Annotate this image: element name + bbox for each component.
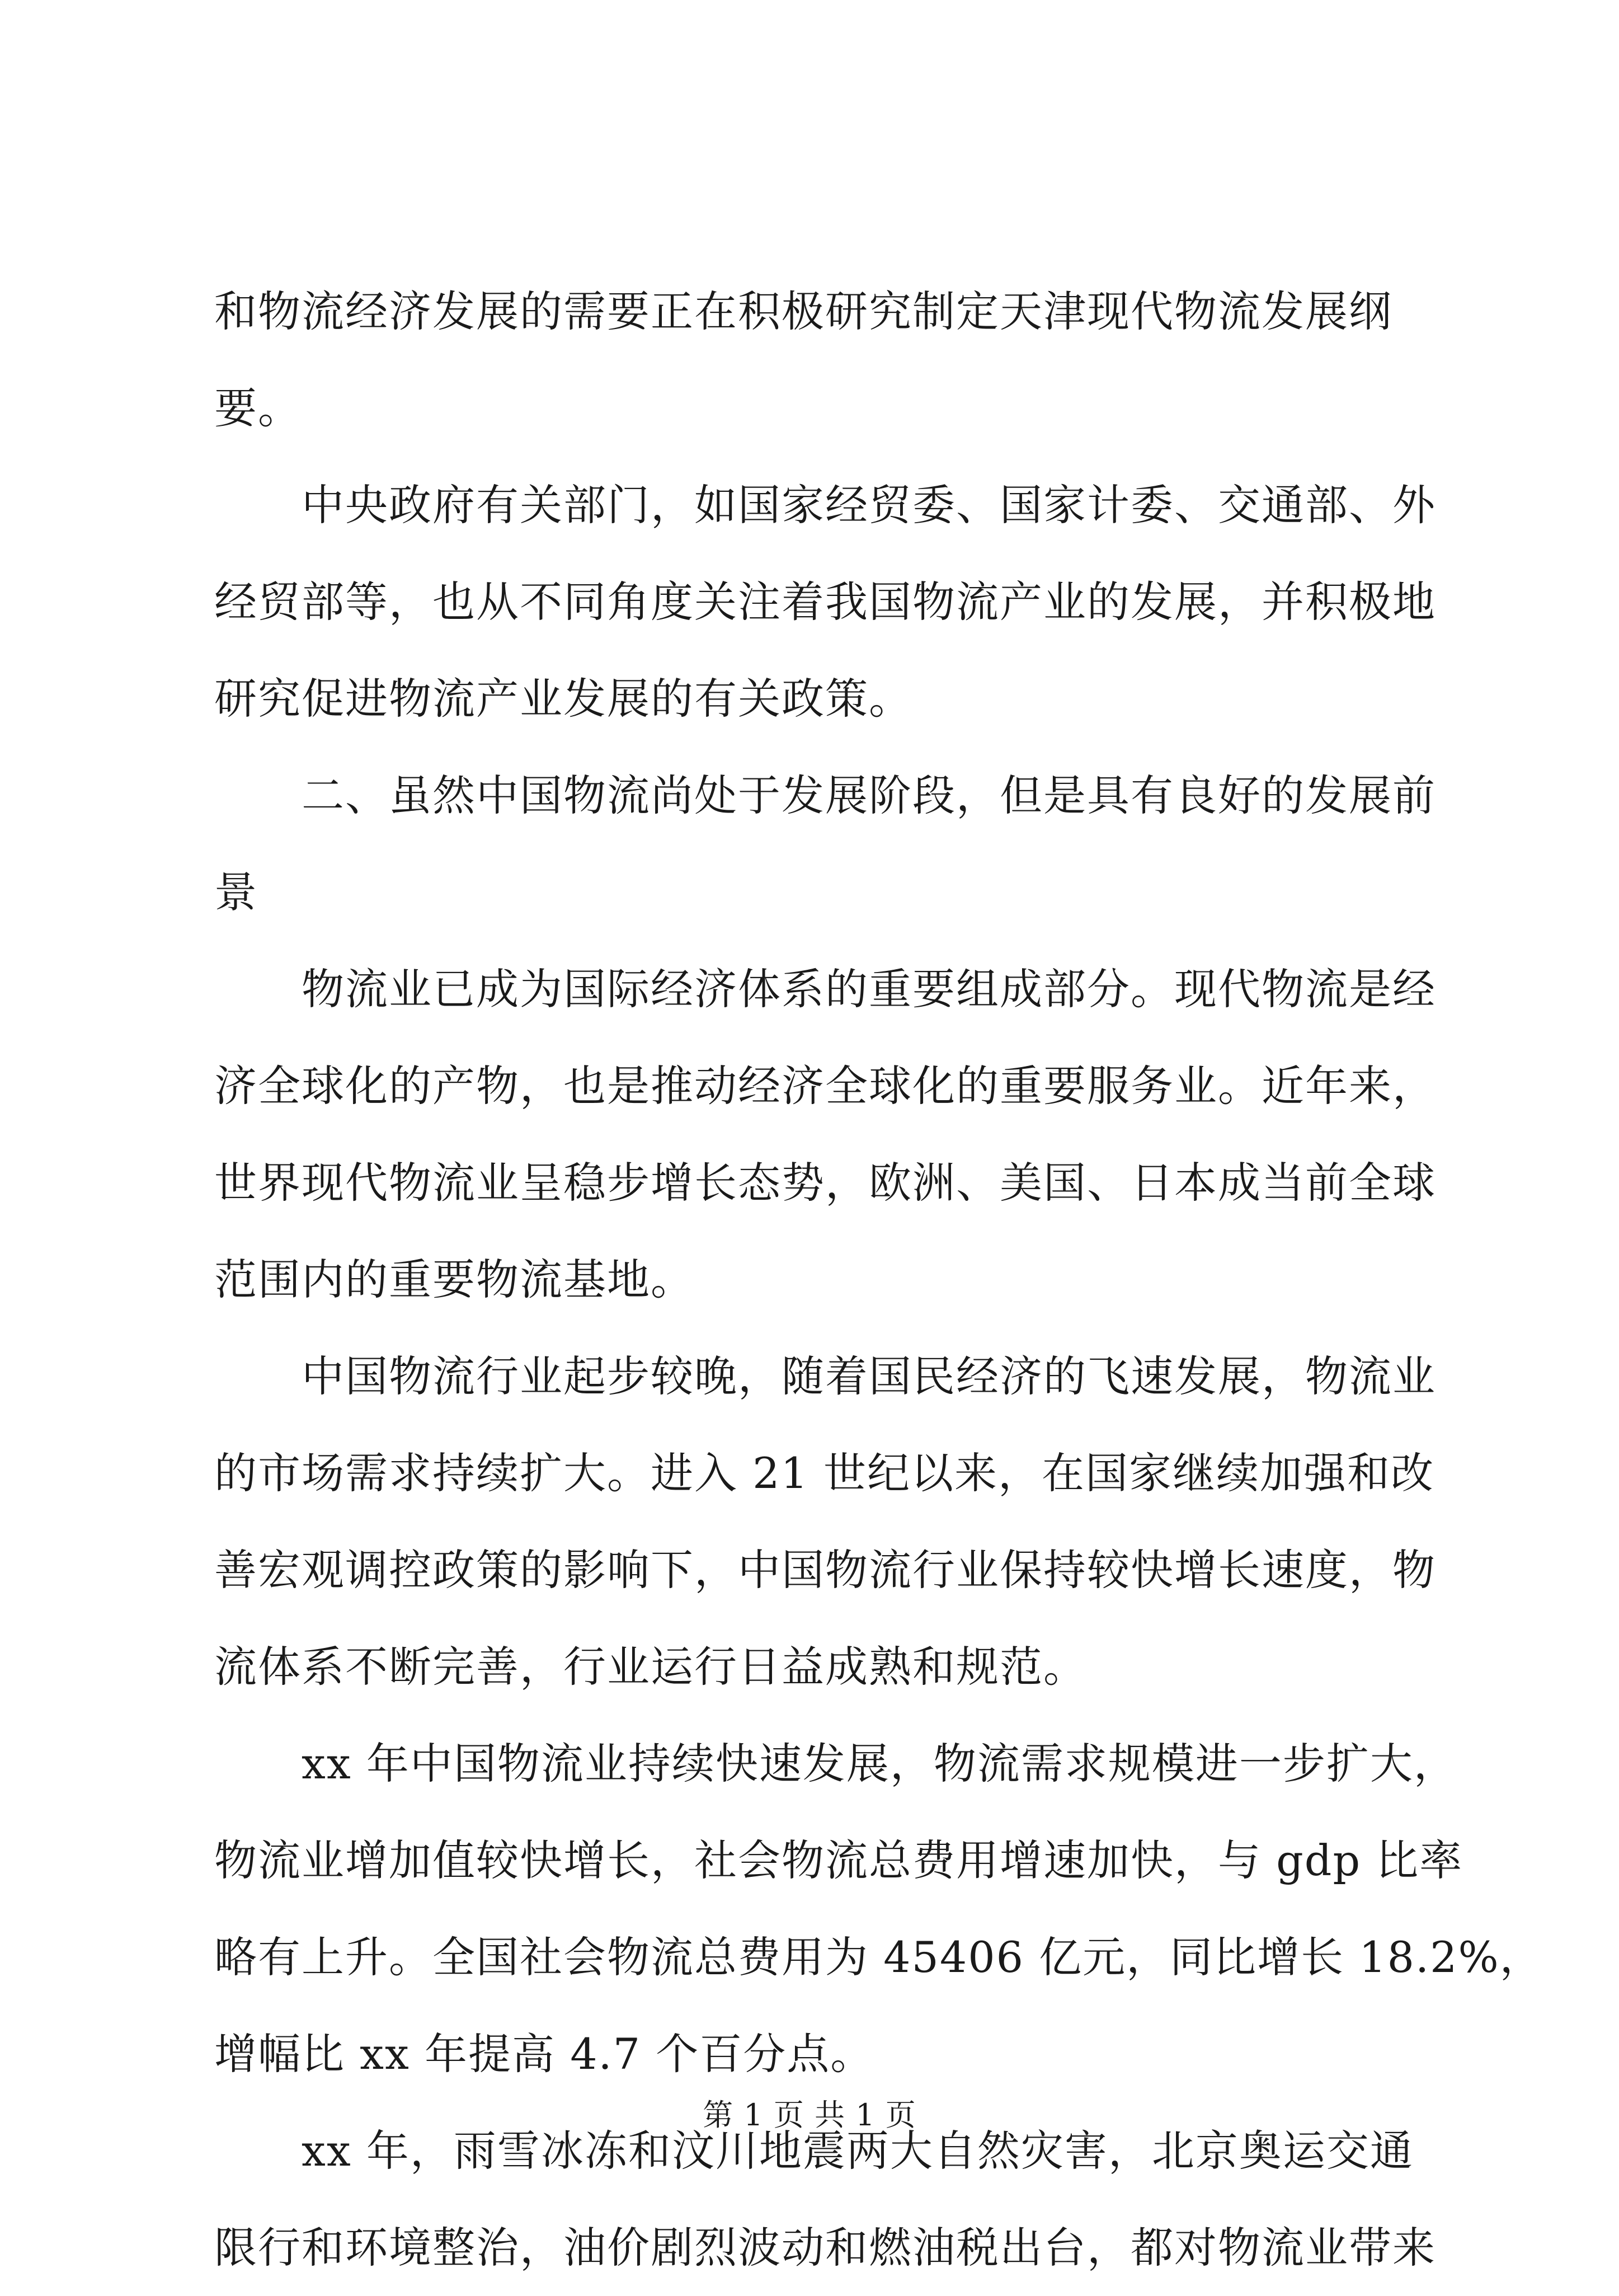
page-footer: 第 1 页 共 1 页 bbox=[703, 2097, 916, 2133]
paragraph-first-line: 中央政府有关部门，如国家经贸委、国家计委、交通部、外 bbox=[302, 480, 1436, 530]
document-body bbox=[214, 263, 1543, 2296]
paragraph-line: 研究促进物流产业发展的有关政策。 bbox=[214, 674, 912, 724]
paragraph-first-line: 物流业已成为国际经济体系的重要组成部分。现代物流是经 bbox=[302, 964, 1436, 1014]
paragraph-first-line: 中国物流行业起步较晚，随着国民经济的飞速发展，物流业 bbox=[302, 1351, 1436, 1401]
paragraph-first-line: xx 年，雨雪冰冻和汶川地震两大自然灾害，北京奥运交通 bbox=[302, 2126, 1414, 2176]
paragraph-line: 和物流经济发展的需要正在积极研究制定天津现代物流发展纲 bbox=[214, 287, 1392, 336]
paragraph-line: 济全球化的产物，也是推动经济全球化的重要服务业。近年来， bbox=[214, 1061, 1436, 1111]
paragraph-line: 流体系不断完善，行业运行日益成熟和规范。 bbox=[214, 1642, 1087, 1692]
paragraph-line: 善宏观调控政策的影响下，中国物流行业保持较快增长速度，物 bbox=[214, 1545, 1436, 1595]
paragraph-line: 增幅比 xx 年提高 4.7 个百分点。 bbox=[214, 2029, 874, 2079]
paragraph-line: 景 bbox=[214, 867, 258, 917]
paragraph-line: 范围内的重要物流基地。 bbox=[214, 1255, 694, 1304]
paragraph-line: 要。 bbox=[214, 383, 302, 433]
paragraph-line: 物流业增加值较快增长，社会物流总费用增速加快，与 gdp 比率 bbox=[214, 1835, 1463, 1885]
paragraph-line: 限行和环境整治，油价剧烈波动和燃油税出台，都对物流业带来 bbox=[214, 2223, 1436, 2272]
paragraph-first-line: 二、虽然中国物流尚处于发展阶段，但是具有良好的发展前 bbox=[302, 771, 1436, 820]
paragraph-line: 略有上升。全国社会物流总费用为 45406 亿元，同比增长 18.2%， bbox=[214, 1932, 1543, 1982]
paragraph-first-line: xx 年中国物流业持续快速发展，物流需求规模进一步扩大， bbox=[302, 1739, 1457, 1788]
paragraph-line: 的市场需求持续扩大。进入 21 世纪以来，在国家继续加强和改 bbox=[214, 1448, 1435, 1498]
paragraph-line: 经贸部等，也从不同角度关注着我国物流产业的发展，并积极地 bbox=[214, 577, 1436, 627]
paragraph-line: 世界现代物流业呈稳步增长态势，欧洲、美国、日本成当前全球 bbox=[214, 1158, 1436, 1208]
